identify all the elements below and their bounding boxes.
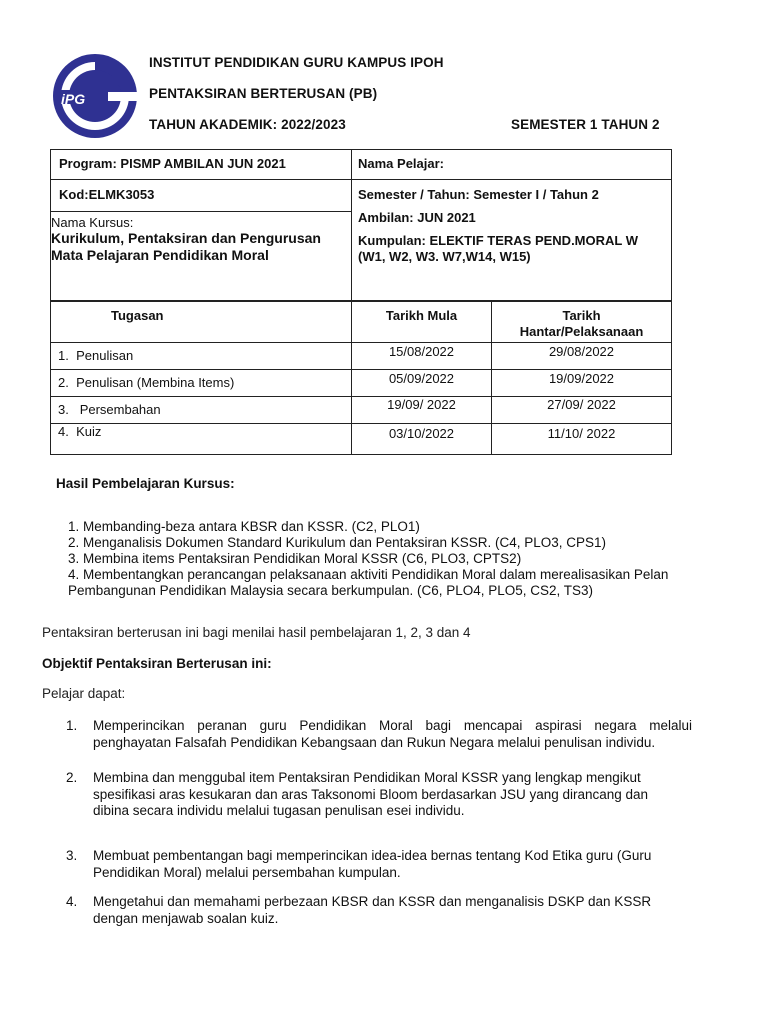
tasks-header-submit-cell [492,302,672,343]
group-value-line-2: (W1, W2, W3. W7,W14, W15) [358,249,531,264]
task-num: 4. [58,424,69,439]
task-num: 3. [58,402,69,417]
assessment-note: Pentaksiran berterusan ini bagi menilai hasil pembelajaran 1, 2, 3 dan 4 [42,625,471,640]
task-start-date: 03/10/2022 [388,426,455,441]
code-value: ELMK3053 [88,187,155,202]
table-row [51,397,672,424]
objective-line: Pendidikan Moral) melalui persembahan kumpulan. [93,864,401,880]
objective-number: 3. [66,848,78,863]
objectives-title: Objektif Pentaksiran Berterusan ini: [42,656,272,671]
course-name-line-2: Mata Pelajaran Pendidikan Moral [51,247,269,263]
semester-year-value: Semester I / Tahun 2 [473,187,599,202]
objective-line: Membina dan menggubal item Pentaksiran Pendidikan Moral KSSR yang lengkap mengikut [93,770,641,785]
logo-text: iPG [61,91,86,107]
assessment-title: PENTAKSIRAN BERTERUSAN (PB) [149,86,378,101]
ipg-logo [52,52,138,140]
task-start-date: 19/09/ 2022 [387,397,456,412]
semester-label: SEMESTER 1 TAHUN 2 [511,117,660,132]
task-num: 1. [58,348,69,363]
tasks-header-task: Tugasan [111,308,164,323]
course-label: Nama Kursus: [51,215,134,230]
objective-number: 2. [66,770,78,785]
objective-line: spesifikasi aras kesukaran dan aras Taksonomi Bloom berdasarkan JSU yang dirancang dan [93,786,649,802]
objective-line: Memperincikan peranan guru Pendidikan Moral bagi mencapai aspirasi negara melalui [93,718,692,733]
objective-line: dibina secara individu melalui tugasan penulisan esei individu. [93,803,465,818]
list-item: 3. Membina items Pentaksiran Pendidikan Moral KSSR (C6, PLO3, CPTS2) [68,551,522,566]
semester-year-label: Semester / Tahun: [358,187,474,202]
tasks-header-row [51,302,672,343]
task-submit-date: 29/08/2022 [548,344,615,359]
list-item: Pembangunan Pendidikan Malaysia secara berkumpulan. (C6, PLO4, PLO5, CS2, TS3) [68,583,594,598]
task-name: Penulisan [76,348,134,363]
objectives-intro: Pelajar dapat: [42,686,126,701]
academic-year: TAHUN AKADEMIK: 2022/2023 [149,117,346,132]
task-start-date: 05/09/2022 [388,371,455,386]
course-info-table [50,149,672,301]
ipg-logo-icon [52,52,138,140]
program-label: Program: [59,156,121,171]
semester-group-cell [352,180,672,301]
task-name: Persembahan [79,402,161,417]
list-item: 2. Menganalisis Dokumen Standard Kurikulum dan Pentaksiran KSSR. (C4, PLO3, CPS1) [68,535,607,550]
objective-line: Mengetahui dan memahami perbezaan KBSR dan KSSR dan menganalisis DSKP dan KSSR [93,894,652,909]
institution-name: INSTITUT PENDIDIKAN GURU KAMPUS IPOH [149,55,444,70]
student-name-cell [352,150,672,180]
intake-value: JUN 2021 [417,210,476,225]
tasks-table [50,301,672,455]
tasks-header-start-cell [352,302,492,343]
student-name-label: Nama Pelajar: [358,156,444,171]
tasks-header-task-cell [51,302,352,343]
table-row [51,370,672,397]
code-course-cell [51,180,352,301]
table-row [51,343,672,370]
tasks-header-submit-1: Tarikh [562,308,601,323]
tasks-header-start: Tarikh Mula [385,308,458,323]
program-cell [51,150,352,180]
learning-outcomes-list [68,519,728,599]
intake-label: Ambilan: [358,210,418,225]
objective-number: 4. [66,894,78,909]
task-submit-date: 27/09/ 2022 [547,397,616,412]
task-name: Kuiz [76,424,102,439]
group-value-line-1: ELEKTIF TERAS PEND.MORAL W [429,233,638,248]
objective-line: dengan menjawab soalan kuiz. [93,910,279,926]
task-submit-date: 19/09/2022 [548,371,615,386]
task-name: Penulisan (Membina Items) [76,375,235,390]
code-label: Kod: [59,187,89,202]
list-item: 1. Membanding-beza antara KBSR dan KSSR. (C2, PLO1) [68,519,420,534]
tasks-header-submit-2: Hantar/Pelaksanaan [519,324,644,339]
task-num: 2. [58,375,69,390]
program-value: PISMP AMBILAN JUN 2021 [120,156,286,171]
table-row [51,424,672,455]
course-name-line-1: Kurikulum, Pentaksiran dan Pengurusan [51,230,321,246]
learning-outcomes-title: Hasil Pembelajaran Kursus: [56,476,235,491]
list-item: 4. Membentangkan perancangan pelaksanaan aktiviti Pendidikan Moral dalam merealisasikan Pelan [68,567,669,582]
objective-number: 1. [66,718,78,733]
objective-line: penghayatan Falsafah Pendidikan Kebangsaan dan Rukun Negara melalui penulisan individu. [93,734,656,750]
task-submit-date: 11/10/ 2022 [547,426,616,441]
objective-line: Membuat pembentangan bagi memperincikan idea-idea bernas tentang Kod Etika guru (Guru [93,848,652,863]
task-start-date: 15/08/2022 [388,344,455,359]
group-label: Kumpulan: [358,233,430,248]
